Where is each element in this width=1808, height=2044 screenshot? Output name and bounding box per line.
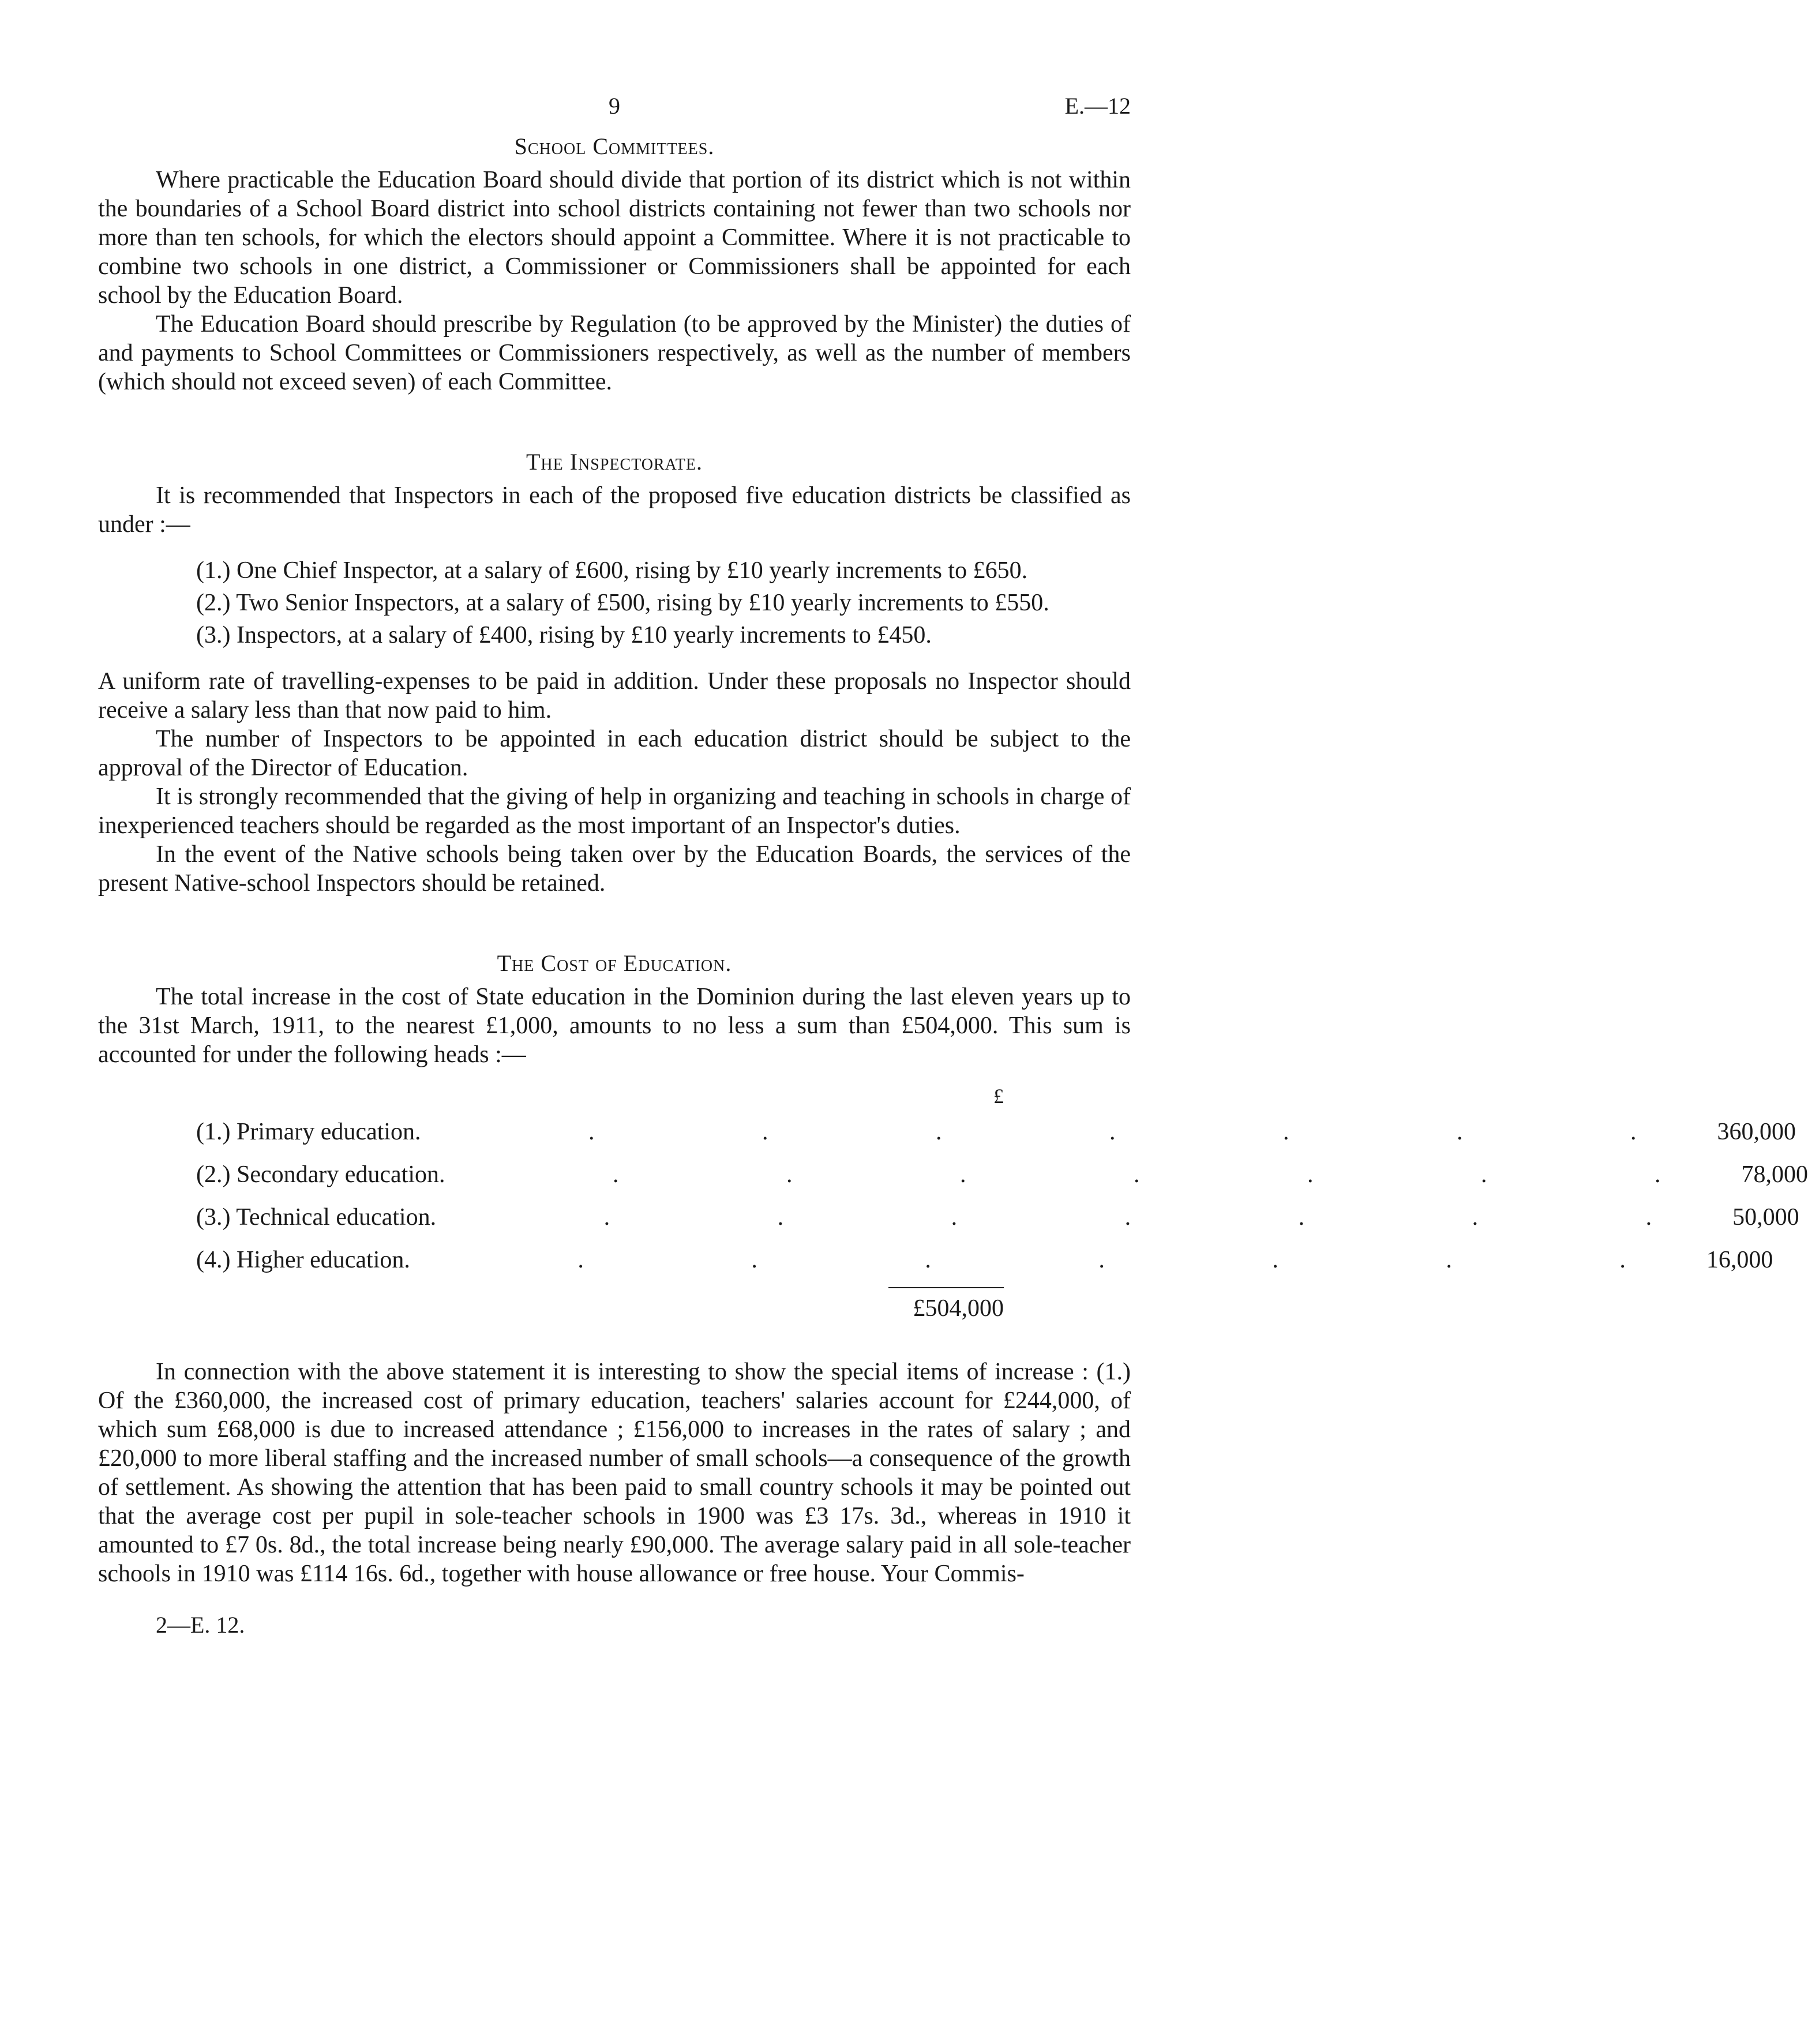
row-amount: 50,000 xyxy=(1732,1204,1799,1231)
paragraph: In the event of the Native schools being taken over by the Education Boards, the services of the present Native-school Inspectors should be retained. xyxy=(98,841,1131,897)
paragraph: Where practicable the Education Board should divide that portion of its district which is not within the boundaries of a School Board district into school districts containing not fewer than two schools nor more than ten schools, for which the electors should appoint a Committee. Where it is not practicable to combine two schools in one district, a Commissioner or Commissioners shall be appointed for each school by the Education Board. xyxy=(98,167,1131,309)
paragraph: The total increase in the cost of State education in the Dominion during the last eleven years up to the 31st March, 1911, to the nearest £1,000, amounts to no less a sum than £504,000. This sum is accounted for under the following heads :— xyxy=(98,984,1131,1068)
leader-dots: . . . . . . . . xyxy=(430,1204,1733,1231)
page-number: 9 xyxy=(609,93,620,119)
paragraph: In connection with the above statement it is interesting to show the special items of increase : (1.) Of the £360,000, the increased cost of primary education, teachers' salaries account for £244,000, of which sum £68,000 is due to increased attendance ; £156,000 to increases in the rates of salary ; and £20,000 to more liberal staffing and the increased number of small schools—a consequence of the growth of settlement. As showing the attention that has been paid to small country schools it may be pointed out that the average cost per pupil in sole-teacher schools in 1900 was £3 17s. 3d., whereas in 1910 it amounted to £7 0s. 8d., the total increase being nearly £90,000. The average salary paid in all sole-teacher schools in 1910 was £114 16s. 6d., together with house allowance or free house. Your Commis- xyxy=(98,1359,1131,1587)
section-title-cost-of-education: The Cost of Education. xyxy=(497,950,732,976)
inspector-classification-list xyxy=(98,556,1131,650)
table-row xyxy=(196,1239,1773,1281)
row-label: (1.) Primary education xyxy=(196,1119,415,1145)
row-label: (2.) Secondary education xyxy=(196,1161,440,1188)
cost-table xyxy=(196,1082,1808,1329)
leader-dots: . . . . . . . . xyxy=(415,1119,1717,1145)
row-amount: 16,000 xyxy=(1706,1247,1773,1273)
row-amount: 360,000 xyxy=(1717,1119,1796,1145)
leader-dots: . . . . . . . . xyxy=(439,1161,1742,1188)
paragraph: It is recommended that Inspectors in each of the proposed five education districts be classified as under :— xyxy=(98,482,1131,538)
table-row xyxy=(196,1153,1808,1196)
document-page xyxy=(98,92,1808,1638)
table-row xyxy=(196,1111,1796,1153)
row-amount: 78,000 xyxy=(1741,1161,1808,1188)
row-label: (4.) Higher education xyxy=(196,1247,404,1273)
list-item: (1.) One Chief Inspector, at a salary of £600, rising by £10 yearly increments to £650. xyxy=(196,557,1028,584)
table-total: £504,000 xyxy=(913,1295,1004,1322)
paragraph: The Education Board should prescribe by Regulation (to be approved by the Minister) the duties of and payments to School Committees or Commissioners respectively, as well as the number of members (which should not exceed seven) of each Committee. xyxy=(98,311,1131,395)
paragraph: It is strongly recommended that the giving of help in organizing and teaching in schools in charge of inexperienced teachers should be regarded as the most important of an Inspector's duties. xyxy=(98,783,1131,839)
signature-mark: 2—E. 12. xyxy=(156,1612,245,1638)
section-title-school-committees: School Committees. xyxy=(514,133,715,159)
table-row xyxy=(196,1196,1799,1239)
section-title-inspectorate: The Inspectorate. xyxy=(526,449,703,475)
page-header xyxy=(98,92,1131,133)
paragraph: A uniform rate of travelling-expenses to be paid in addition. Under these proposals no Inspector should receive a salary less than that now paid to him. xyxy=(98,668,1131,723)
leader-dots: . . . . . . . . xyxy=(404,1247,1706,1273)
row-label: (3.) Technical education xyxy=(196,1204,430,1231)
document-reference: E.—12 xyxy=(1064,93,1131,119)
list-item: (3.) Inspectors, at a salary of £400, rising by £10 yearly increments to £450. xyxy=(196,622,932,648)
paragraph: The number of Inspectors to be appointed in each education district should be subject to the approval of the Director of Education. xyxy=(98,726,1131,781)
currency-unit: £ xyxy=(993,1085,1004,1108)
list-item: (2.) Two Senior Inspectors, at a salary of £500, rising by £10 yearly increments to £550. xyxy=(196,590,1049,616)
